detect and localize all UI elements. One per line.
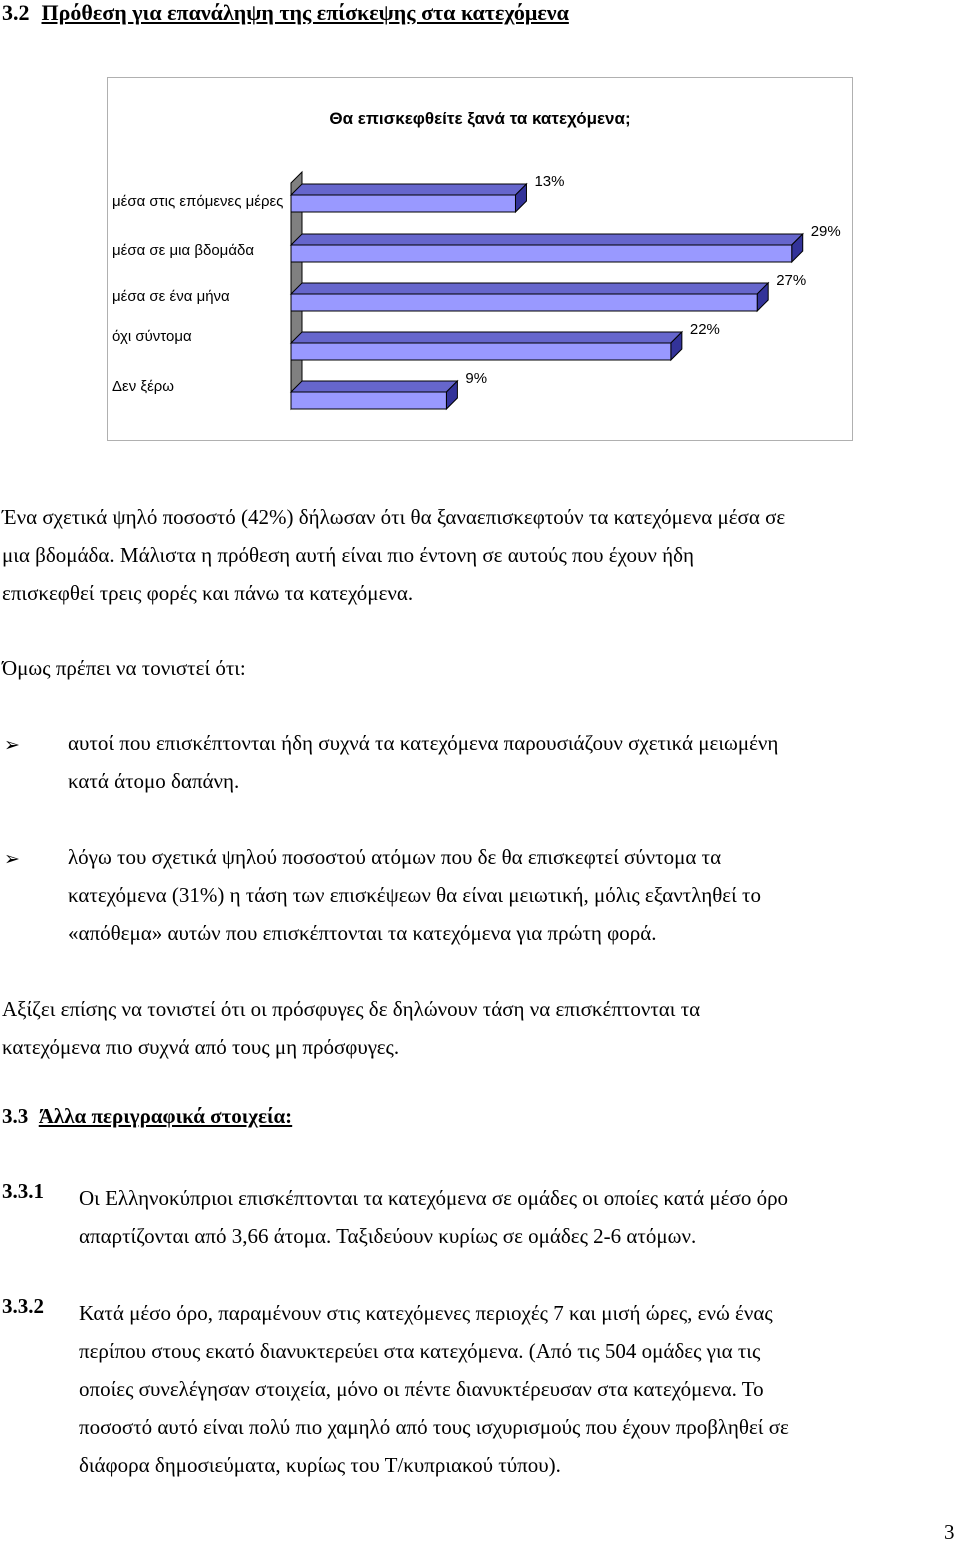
data-label: 13% <box>534 173 565 190</box>
bullet-item-1 <box>68 724 778 800</box>
category-label: Δεν ξέρω <box>112 378 175 395</box>
bar <box>291 294 757 311</box>
section-title: Πρόθεση για επανάληψη της επίσκεψης στα κατεχόμενα <box>41 0 569 25</box>
text-line: λόγω του σχετικά ψηλού ποσοστού ατόμων που δε θα επισκεφτεί σύντομα τα <box>68 845 722 869</box>
text-line: «απόθεμα» αυτών που επισκέπτονται τα κατεχόμενα για πρώτη φορά. <box>68 921 657 945</box>
text-line: Αξίζει επίσης να τονιστεί ότι οι πρόσφυγες δε δηλώνουν τάση να επισκέπτονται τα <box>2 997 701 1021</box>
bar <box>291 195 515 212</box>
data-label: 27% <box>776 272 807 289</box>
section-heading-3-3 <box>2 1104 292 1129</box>
section-number: 3.3 <box>2 1104 29 1128</box>
subsection-3-3-2 <box>79 1294 789 1484</box>
bar-top-face <box>291 381 457 392</box>
bar <box>291 392 446 409</box>
subsection-3-3-1 <box>79 1179 788 1255</box>
subsection-number: 3.3.2 <box>2 1294 44 1318</box>
text-line: αυτοί που επισκέπτονται ήδη συχνά τα κατεχόμενα παρουσιάζουν σχετικά μειωμένη <box>68 731 779 755</box>
bar-top-face <box>291 184 526 195</box>
text-line: μια βδομάδα. Μάλιστα η πρόθεση αυτή είναι πιο έντονη σε αυτούς που έχουν ήδη <box>2 543 694 567</box>
chart-title: Θα επισκεφθείτε ξανά τα κατεχόμενα; <box>329 109 631 128</box>
bar <box>291 245 792 262</box>
category-label: μέσα στις επόμενες μέρες <box>112 193 284 210</box>
text-line: οποίες συνελέγησαν στοιχεία, μόνο οι πέντε διανυκτέρευσαν στα κατεχόμενα. Το <box>79 1377 764 1401</box>
page-number: 3 <box>944 1520 955 1544</box>
subsection-number: 3.3.1 <box>2 1179 44 1203</box>
bar-top-face <box>291 283 768 294</box>
text-line: ποσοστό αυτό είναι πολύ πιο χαμηλό από τους ισχυρισμούς που έχουν προβληθεί σε <box>79 1415 789 1439</box>
bullet-item-2 <box>68 838 761 952</box>
chart-plot <box>108 78 854 442</box>
text-line: κατεχόμενα πιο συχνά από τους μη πρόσφυγες. <box>2 1035 400 1059</box>
paragraph-1 <box>2 498 785 612</box>
text-line: απαρτίζονται από 3,66 άτομα. Ταξιδεύουν κυρίως σε ομάδες 2-6 ατόμων. <box>79 1224 697 1248</box>
text-line: επισκεφθεί τρεις φορές και πάνω τα κατεχόμενα. <box>2 581 414 605</box>
text-line: διάφορα δημοσιεύματα, κυρίως του Τ/κυπριακού τύπου). <box>79 1453 561 1477</box>
bar <box>291 343 671 360</box>
paragraph-3 <box>2 990 700 1066</box>
section-title: Άλλα περιγραφικά στοιχεία: <box>38 1104 293 1128</box>
category-label: μέσα σε μια βδομάδα <box>112 242 255 259</box>
text-line: Κατά μέσο όρο, παραμένουν στις κατεχόμενες περιοχές 7 και μισή ώρες, ενώ ένας <box>79 1301 773 1325</box>
bullet-arrow-icon: ➢ <box>4 735 20 756</box>
section-number: 3.2 <box>2 0 30 25</box>
text-line: Ένα σχετικά ψηλό ποσοστό (42%) δήλωσαν ότι θα ξαναεπισκεφτούν τα κατεχόμενα μέσα σε <box>2 505 786 529</box>
bullet-arrow-icon: ➢ <box>4 849 20 870</box>
data-label: 9% <box>465 370 488 387</box>
category-label: μέσα σε ένα μήνα <box>112 288 230 305</box>
bar-chart <box>107 77 853 441</box>
bar-top-face <box>291 332 682 343</box>
text-line: κατεχόμενα (31%) η τάση των επισκέψεων θα είναι μειωτική, μόλις εξαντληθεί το <box>68 883 761 907</box>
text-line: Οι Ελληνοκύπριοι επισκέπτονται τα κατεχόμενα σε ομάδες οι οποίες κατά μέσο όρο <box>79 1186 789 1210</box>
bar-top-face <box>291 234 803 245</box>
data-label: 22% <box>689 321 720 338</box>
section-heading-3-2 <box>2 0 569 26</box>
paragraph-2: Όμως πρέπει να τονιστεί ότι: <box>2 656 246 680</box>
category-label: όχι σύντομα <box>112 328 192 345</box>
text-line: περίπου στους εκατό διανυκτερεύει στα κατεχόμενα. (Από τις 504 ομάδες για τις <box>79 1339 761 1363</box>
data-label: 29% <box>810 223 841 240</box>
text-line: κατά άτομο δαπάνη. <box>68 769 240 793</box>
